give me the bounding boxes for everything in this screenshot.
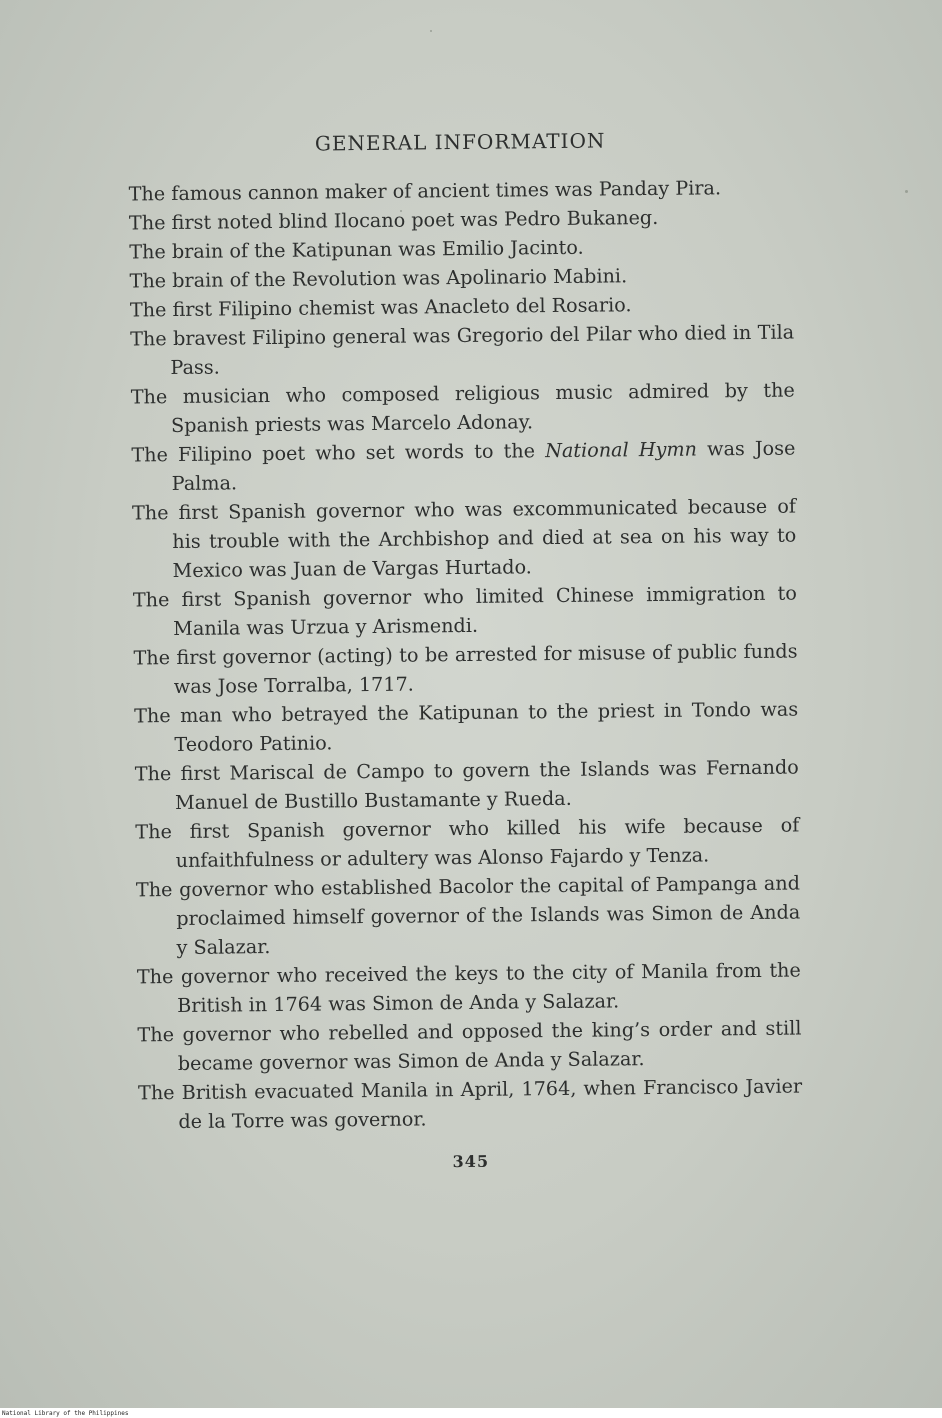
page-heading: GENERAL INFORMATION bbox=[314, 128, 606, 156]
page-content bbox=[128, 125, 803, 1177]
list-item: The brain of the Revolution was Apolinario Mabini. bbox=[129, 264, 628, 293]
list-item: The governor who rebelled and opposed the king’s order and still became governor was Simon de Anda y Salazar. bbox=[137, 1016, 802, 1076]
library-credit: National Library of the Philippines bbox=[2, 1410, 129, 1417]
list-item: The first Mariscal de Campo to govern the Islands was Fernando Manuel de Bustillo Bustamante y Rueda. bbox=[134, 755, 799, 815]
list-item: The British evacuated Manila in April, 1764, when Francisco Javier de la Torre was governor. bbox=[137, 1074, 803, 1134]
paper-speck bbox=[905, 190, 908, 193]
paper-speck bbox=[430, 30, 432, 32]
list-item: The governor who received the keys to the city of Manila from the British in 1764 was Simon de Anda y Salazar. bbox=[136, 958, 801, 1018]
entry-list bbox=[129, 173, 803, 1137]
list-item: The first Filipino chemist was Anacleto del Rosario. bbox=[129, 293, 632, 322]
list-item: The first Spanish governor who killed his wife because of unfaithfulness or adultery was Alonso Fajardo y Tenza. bbox=[135, 813, 800, 873]
list-item: The musician who composed religious music admired by the Spanish priests was Marcelo Adonay. bbox=[130, 378, 795, 438]
list-item: The brain of the Katipunan was Emilio Jacinto. bbox=[129, 235, 584, 264]
list-item: The first noted blind Ilocano poet was Pedro Bukaneg. bbox=[128, 205, 659, 235]
list-item: The governor who established Bacolor the capital of Pampanga and proclaimed himself governor of the Islands was Simon de Anda y Salazar. bbox=[135, 871, 801, 960]
list-item bbox=[131, 434, 796, 499]
list-item: The first Spanish governor who limited Chinese immigration to Manila was Urzua y Arismendi. bbox=[132, 581, 798, 641]
list-item: The famous cannon maker of ancient times was Panday Pira. bbox=[128, 176, 722, 206]
italic-title: National Hymn bbox=[545, 437, 698, 463]
list-item: The bravest Filipino general was Gregorio del Pilar who died in Tila Pass. bbox=[130, 320, 795, 380]
page-number: 345 bbox=[452, 1151, 490, 1172]
entry-text-before: The Filipino poet who set words to the bbox=[131, 439, 546, 467]
entry-text-after: was Jose Palma. bbox=[171, 436, 796, 496]
list-item: The first governor (acting) to be arrested for misuse of public funds was Jose Torralba, 1717. bbox=[133, 639, 798, 699]
list-item: The man who betrayed the Katipunan to the priest in Tondo was Teodoro Patinio. bbox=[134, 697, 799, 757]
list-item: The first Spanish governor who was excommunicated because of his trouble with the Archbishop and died at sea on his way to Mexico was Juan de Vargas Hurtado. bbox=[131, 494, 797, 583]
